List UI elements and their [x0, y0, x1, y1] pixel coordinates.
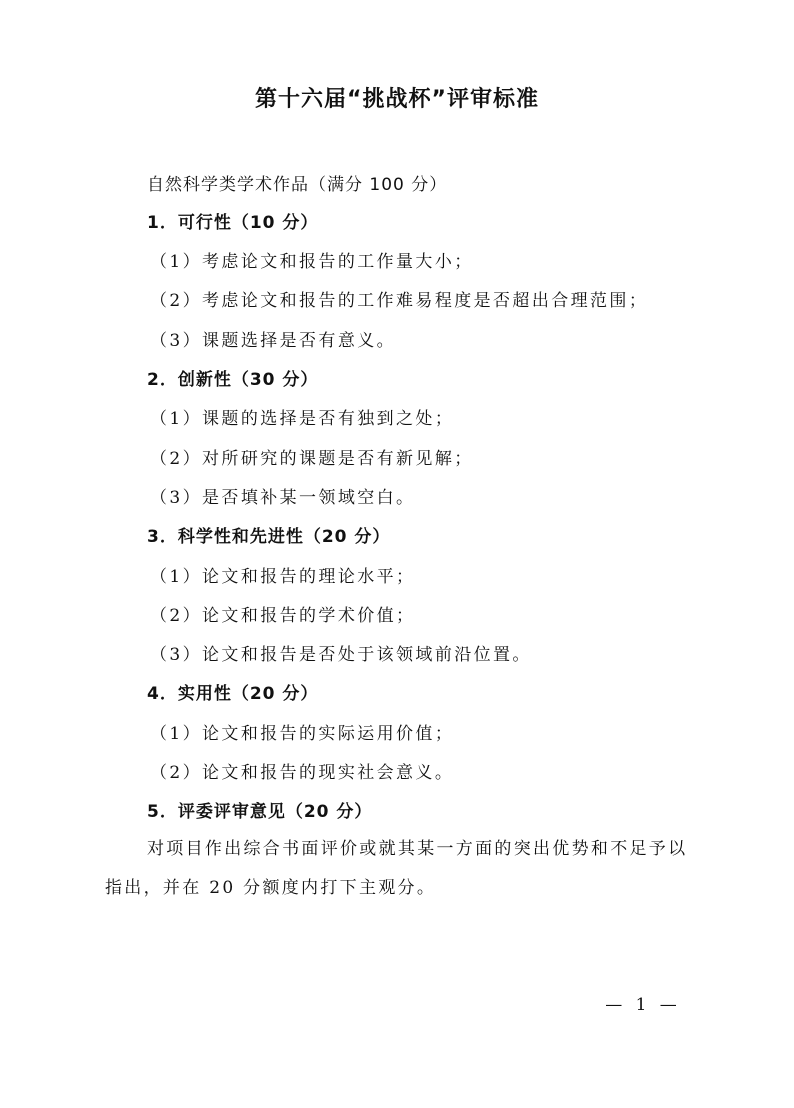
section-heading-1: 1．可行性（10 分） [147, 213, 319, 233]
section-heading-5: 5．评委评审意见（20 分） [147, 802, 373, 822]
section-2-item-1: （1）课题的选择是否有独到之处； [150, 409, 455, 429]
section-4-item-1: （1）论文和报告的实际运用价值； [150, 724, 455, 744]
section-3-item-3: （3）论文和报告是否处于该领域前沿位置。 [150, 645, 532, 665]
section-2-item-2: （2）对所研究的课题是否有新见解； [150, 449, 474, 469]
section-2-item-3: （3）是否填补某一领域空白。 [150, 488, 416, 508]
section-heading-2: 2．创新性（30 分） [147, 370, 319, 390]
section-3-item-2: （2）论文和报告的学术价值； [150, 606, 416, 626]
section-1-item-3: （3）课题选择是否有意义。 [150, 331, 397, 351]
section-heading-4: 4．实用性（20 分） [147, 684, 319, 704]
section-1-item-2: （2）考虑论文和报告的工作难易程度是否超出合理范围； [150, 291, 649, 311]
document-subtitle: 自然科学类学术作品（满分 100 分） [147, 175, 448, 195]
section-heading-3: 3．科学性和先进性（20 分） [147, 527, 391, 547]
section-1-item-1: （1）考虑论文和报告的工作量大小； [150, 252, 474, 272]
section-4-item-2: （2）论文和报告的现实社会意义。 [150, 763, 455, 783]
section-3-item-1: （1）论文和报告的理论水平； [150, 567, 416, 587]
page-number: — 1 — [605, 995, 681, 1015]
closing-paragraph: 对项目作出综合书面评价或就其某一方面的突出优势和不足予以指出，并在 20 分额度内打下主观分。 [105, 839, 688, 898]
document-title: 第十六届“挑战杯”评审标准 [255, 87, 539, 112]
